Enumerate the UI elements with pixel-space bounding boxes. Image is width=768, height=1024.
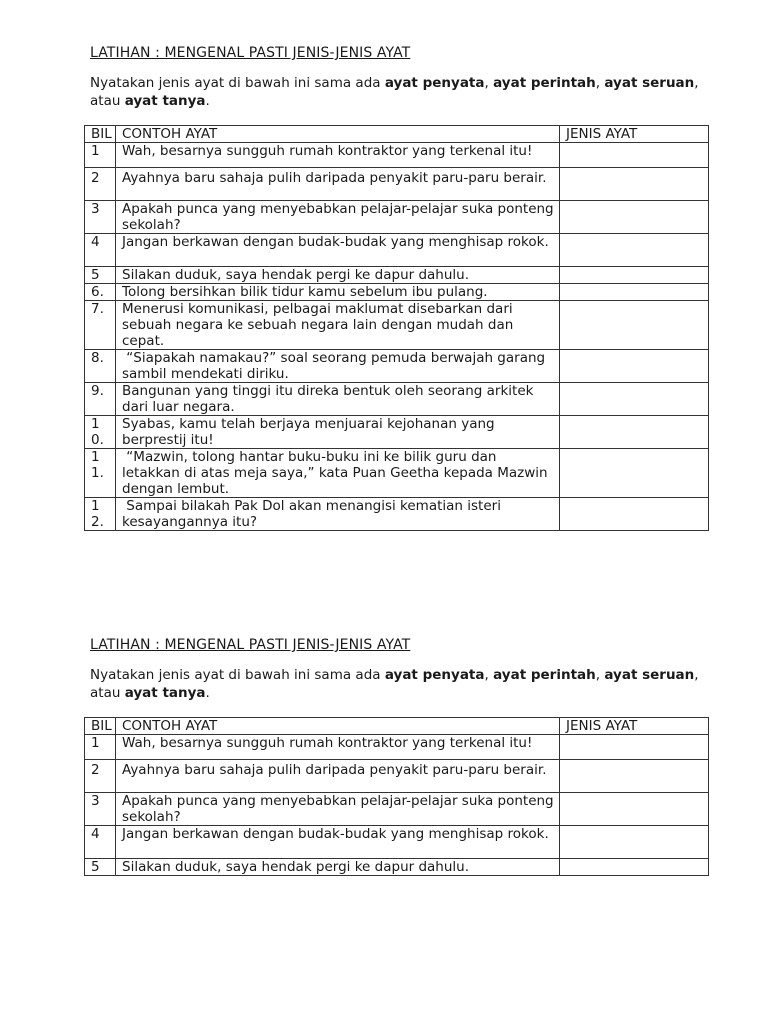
table-row <box>85 793 709 826</box>
table-row <box>85 859 709 876</box>
row-number: 6. <box>85 284 116 301</box>
row-number: 1 <box>85 735 116 760</box>
instructions-suffix: . <box>205 685 210 701</box>
row-number: 8. <box>85 350 116 383</box>
separator: , <box>595 75 605 91</box>
header-contoh-ayat: CONTOH AYAT <box>116 718 560 735</box>
example-sentence: Bangunan yang tinggi itu direka bentuk oleh seorang arkitek dari luar negara. <box>116 383 560 416</box>
row-number: 11. <box>85 449 116 498</box>
example-sentence: Wah, besarnya sungguh rumah kontraktor yang terkenal itu! <box>116 735 560 760</box>
example-sentence: Menerusi komunikasi, pelbagai maklumat disebarkan dari sebuah negara ke sebuah negara lain dengan mudah dan cepat. <box>116 301 560 350</box>
table-row <box>85 168 709 201</box>
header-jenis-ayat: JENIS AYAT <box>560 718 709 735</box>
answer-cell[interactable] <box>560 350 709 383</box>
table-row <box>85 826 709 859</box>
row-number: 1 <box>85 143 116 168</box>
type-perintah: ayat perintah <box>493 667 596 683</box>
separator: , atau <box>90 75 699 109</box>
exercise-table-2 <box>84 717 709 876</box>
row-number: 10. <box>85 416 116 449</box>
example-sentence: Jangan berkawan dengan budak-budak yang menghisap rokok. <box>116 826 560 859</box>
table-row <box>85 760 709 793</box>
answer-cell[interactable] <box>560 301 709 350</box>
answer-cell[interactable] <box>560 793 709 826</box>
worksheet-title: LATIHAN : MENGENAL PASTI JENIS-JENIS AYAT <box>90 637 411 653</box>
table-row <box>85 416 709 449</box>
answer-cell[interactable] <box>560 449 709 498</box>
header-contoh-ayat: CONTOH AYAT <box>116 126 560 143</box>
answer-cell[interactable] <box>560 201 709 234</box>
example-sentence: Silakan duduk, saya hendak pergi ke dapur dahulu. <box>116 267 560 284</box>
row-number: 4 <box>85 234 116 267</box>
row-number: 9. <box>85 383 116 416</box>
row-number: 7. <box>85 301 116 350</box>
table-row <box>85 301 709 350</box>
example-sentence: Ayahnya baru sahaja pulih daripada penyakit paru-paru berair. <box>116 760 560 793</box>
answer-cell[interactable] <box>560 234 709 267</box>
worksheet-section-1 <box>90 43 710 110</box>
row-number: 5 <box>85 859 116 876</box>
instructions <box>90 74 710 110</box>
row-number: 4 <box>85 826 116 859</box>
example-sentence: Wah, besarnya sungguh rumah kontraktor yang terkenal itu! <box>116 143 560 168</box>
type-perintah: ayat perintah <box>493 75 596 91</box>
answer-cell[interactable] <box>560 735 709 760</box>
table-header-row <box>85 718 709 735</box>
answer-cell[interactable] <box>560 143 709 168</box>
instructions <box>90 666 710 702</box>
table-row <box>85 735 709 760</box>
type-penyata: ayat penyata <box>384 75 485 91</box>
instructions-prefix: Nyatakan jenis ayat di bawah ini sama ada <box>90 667 385 683</box>
table-row <box>85 449 709 498</box>
separator: , atau <box>90 667 699 701</box>
worksheet-title: LATIHAN : MENGENAL PASTI JENIS-JENIS AYAT <box>90 45 411 61</box>
table-row <box>85 284 709 301</box>
example-sentence: Silakan duduk, saya hendak pergi ke dapur dahulu. <box>116 859 560 876</box>
row-number: 12. <box>85 498 116 531</box>
worksheet-section-2 <box>90 635 710 702</box>
answer-cell[interactable] <box>560 826 709 859</box>
header-bil: BIL <box>85 718 116 735</box>
separator: , <box>484 667 494 683</box>
type-penyata: ayat penyata <box>384 667 485 683</box>
answer-cell[interactable] <box>560 168 709 201</box>
separator: , <box>595 667 605 683</box>
answer-cell[interactable] <box>560 859 709 876</box>
answer-cell[interactable] <box>560 498 709 531</box>
example-sentence: Syabas, kamu telah berjaya menjuarai kejohanan yang berprestij itu! <box>116 416 560 449</box>
exercise-table-1 <box>84 125 709 531</box>
answer-cell[interactable] <box>560 284 709 301</box>
table-row <box>85 350 709 383</box>
row-number: 5 <box>85 267 116 284</box>
type-seruan: ayat seruan <box>604 75 695 91</box>
answer-cell[interactable] <box>560 760 709 793</box>
table-row <box>85 383 709 416</box>
example-sentence: “Siapakah namakau?” soal seorang pemuda berwajah garang sambil mendekati diriku. <box>116 350 560 383</box>
example-sentence: Jangan berkawan dengan budak-budak yang menghisap rokok. <box>116 234 560 267</box>
type-tanya: ayat tanya <box>124 93 206 109</box>
table-row <box>85 143 709 168</box>
example-sentence: Tolong bersihkan bilik tidur kamu sebelum ibu pulang. <box>116 284 560 301</box>
instructions-prefix: Nyatakan jenis ayat di bawah ini sama ada <box>90 75 385 91</box>
table-row <box>85 201 709 234</box>
separator: , <box>484 75 494 91</box>
example-sentence: Sampai bilakah Pak Dol akan menangisi kematian isteri kesayangannya itu? <box>116 498 560 531</box>
example-sentence: Ayahnya baru sahaja pulih daripada penyakit paru-paru berair. <box>116 168 560 201</box>
row-number: 2 <box>85 168 116 201</box>
instructions-suffix: . <box>205 93 210 109</box>
table-row <box>85 267 709 284</box>
header-bil: BIL <box>85 126 116 143</box>
row-number: 3 <box>85 793 116 826</box>
table-row <box>85 498 709 531</box>
example-sentence: Apakah punca yang menyebabkan pelajar-pelajar suka ponteng sekolah? <box>116 793 560 826</box>
answer-cell[interactable] <box>560 383 709 416</box>
table-header-row <box>85 126 709 143</box>
row-number: 3 <box>85 201 116 234</box>
table-row <box>85 234 709 267</box>
example-sentence: “Mazwin, tolong hantar buku-buku ini ke bilik guru dan letakkan di atas meja saya,” kata Puan Geetha kepada Mazwin dengan lembut. <box>116 449 560 498</box>
example-sentence: Apakah punca yang menyebabkan pelajar-pelajar suka ponteng sekolah? <box>116 201 560 234</box>
type-tanya: ayat tanya <box>124 685 206 701</box>
answer-cell[interactable] <box>560 267 709 284</box>
answer-cell[interactable] <box>560 416 709 449</box>
header-jenis-ayat: JENIS AYAT <box>560 126 709 143</box>
type-seruan: ayat seruan <box>604 667 695 683</box>
row-number: 2 <box>85 760 116 793</box>
